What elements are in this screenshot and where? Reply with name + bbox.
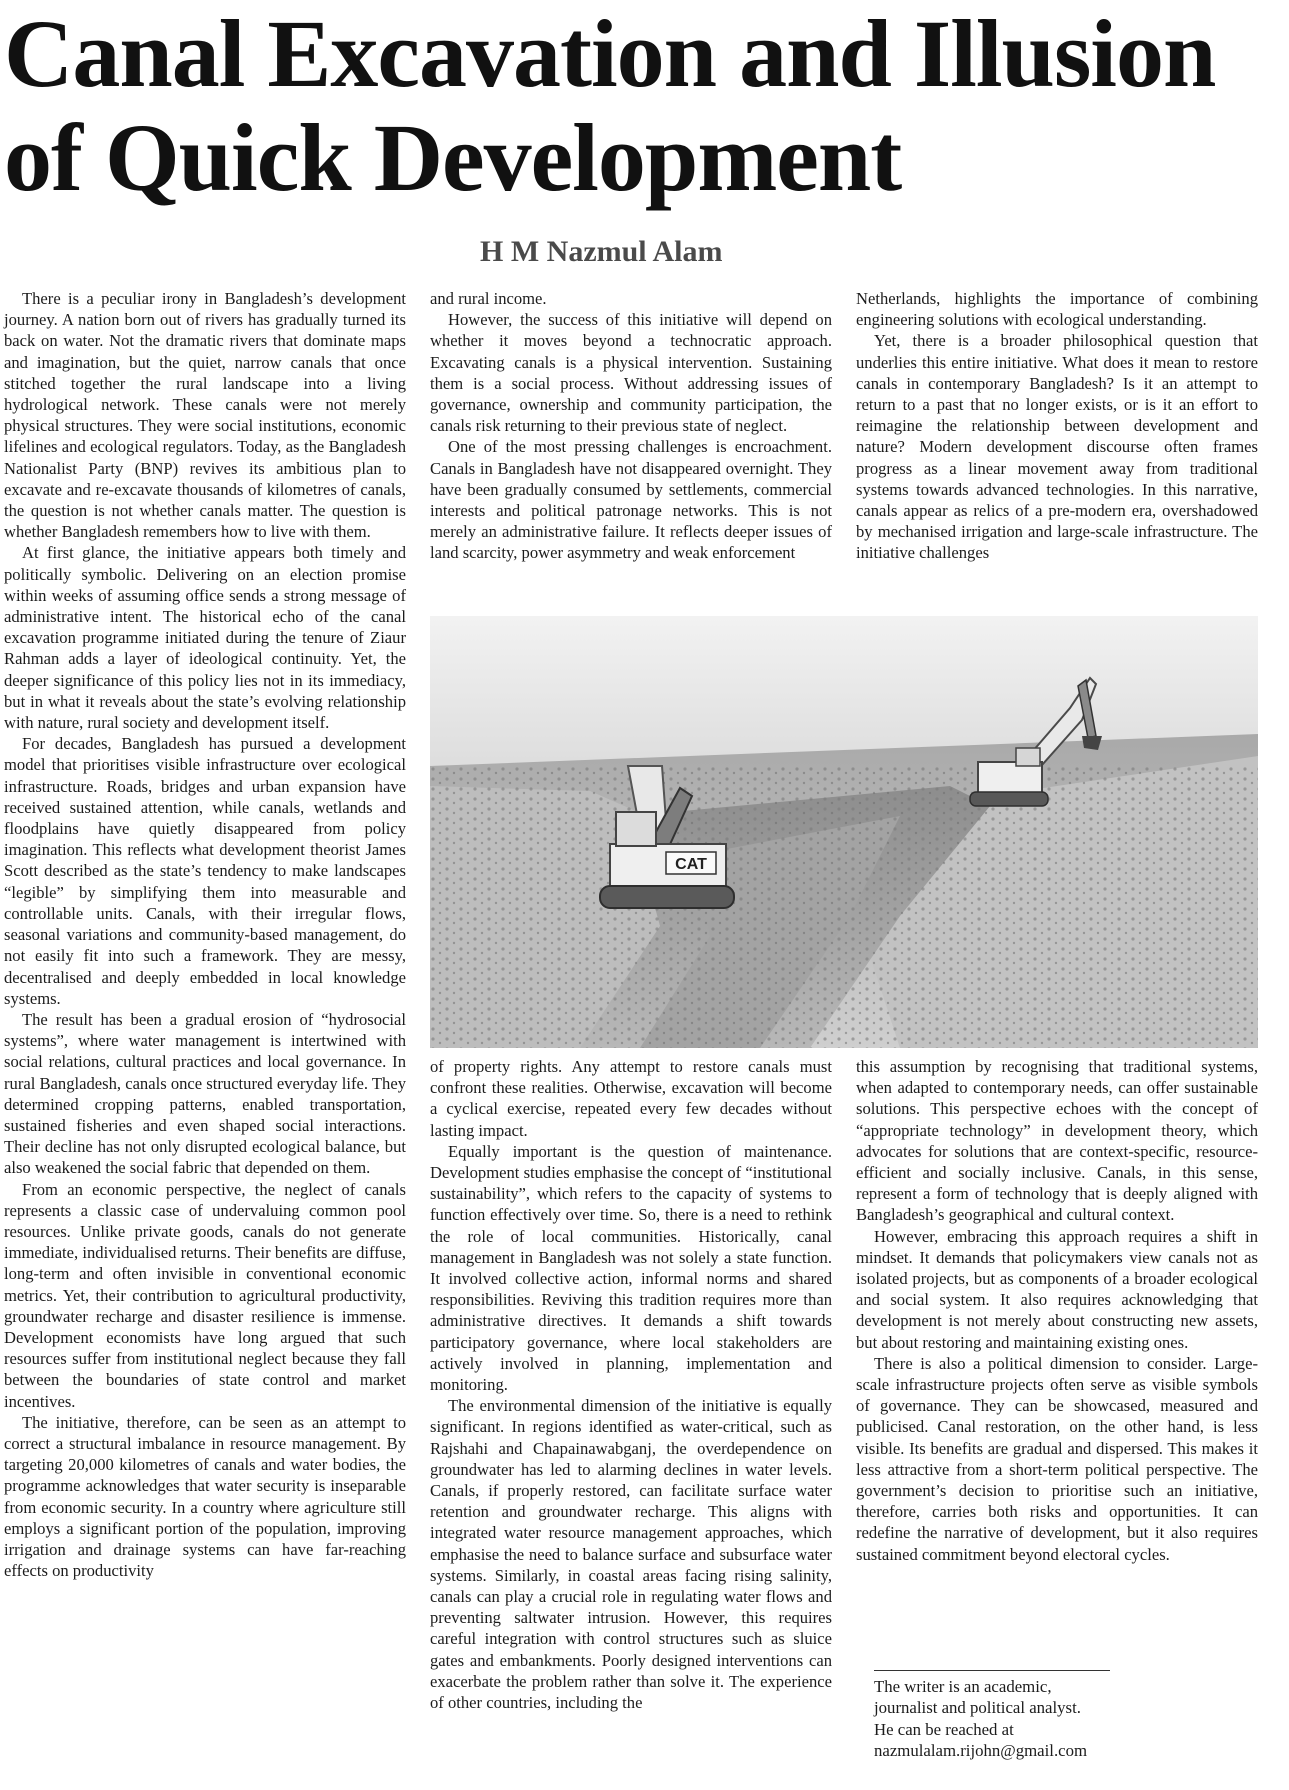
paragraph: The result has been a gradual erosion of “hydrosocial systems”, where water management is intertwined with social relations, cultural practices and local governance. In rural Bangladesh, canals once structured everyday life. They determined cropping patterns, enabled transportation, sustained fisheries and even shaped social interactions. Their decline has not only disrupted ecological balance, but also weakened the social fabric that depended on them. <box>4 1009 406 1178</box>
paragraph: From an economic perspective, the neglect of canals represents a classic case of undervaluing common pool resources. Unlike private goods, canals do not generate immediate, individualised returns. Their benefits are diffuse, long-term and often invisible in conventional economic metrics. Yet, their contribution to agricultural productivity, groundwater recharge and disaster resilience is immense. Development economists have long argued that such resources suffer from institutional neglect because they fall between the boundaries of state control and market incentives. <box>4 1179 406 1411</box>
excavator-near-tracks <box>600 886 734 908</box>
paragraph: Yet, there is a broader philosophical question that underlies this entire initiative. What does it mean to restore canals in contemporary Bangladesh? Is it an attempt to return to a past that no longer exists, or is it an effort to reimagine the relationship between development and nature? Modern development discourse often frames progress as a linear movement away from traditional systems towards advanced technologies. In this narrative, canals appear as relics of a pre-modern era, overshadowed by mechanised irrigation and large-scale infrastructure. The initiative challenges <box>856 331 1258 563</box>
paragraph: For decades, Bangladesh has pursued a development model that prioritises visible infrastructure over ecological infrastructure. Roads, bridges and urban expansion have received sustained attention, while canals, wetlands and floodplains have quietly disappeared from policy imagination. This reflects what development theorist James Scott described as the state’s tendency to make landscapes “legible” by simplifying them into measurable and controllable units. Canals, with their irregular flows, seasonal variations and community-based management, do not easily fit into such a framework. They are messy, decentralised and deeply embedded in local knowledge systems. <box>4 734 406 1008</box>
column-3-bottom <box>856 1056 1258 1656</box>
excavator-near-brand: CAT <box>675 856 707 873</box>
author-note-line: The writer is an academic, <box>874 1677 1052 1696</box>
author-byline: H M Nazmul Alam <box>480 235 723 268</box>
paragraph: of property rights. Any attempt to restore canals must confront these realities. Otherwise, excavation will become a cyclical exercise, repeated every few decades without lasting impact. <box>430 1057 832 1140</box>
column-1 <box>4 288 406 1782</box>
paragraph: The environmental dimension of the initiative is equally significant. In regions identified as water-critical, such as Rajshahi and Chapainawabganj, the overdependence on groundwater has led to alarming declines in water levels. Canals, if properly restored, can facilitate surface water retention and groundwater recharge. This aligns with integrated water resource management approaches, which emphasise the need to balance surface and subsurface water systems. Similarly, in coastal areas facing rising salinity, canals can play a crucial role in regulating water flows and preventing saltwater intrusion. However, this requires careful integration with control structures such as sluice gates and embankments. Poorly designed interventions can exacerbate the problem rather than solve it. The experience of other countries, including the <box>430 1396 832 1713</box>
paragraph: At first glance, the initiative appears both timely and politically symbolic. Delivering on an election promise within weeks of assuming office sends a strong message of administrative intent. The historical echo of the canal excavation programme initiated during the tenure of Ziaur Rahman adds a layer of ideological continuity. Yet, the deeper significance of this policy lies not in its immediacy, but in what it reveals about the state’s evolving relationship with nature, rural society and development itself. <box>4 543 406 733</box>
paragraph: Equally important is the question of maintenance. Development studies emphasise the concept of “institutional sustainability”, which refers to the capacity of systems to function effectively over time. So, there is a need to rethink the role of local communities. Historically, canal management in Bangladesh was not solely a state function. It involved collective action, informal norms and shared responsibilities. Reviving this tradition requires more than administrative directives. It demands a shift towards participatory governance, where local stakeholders are actively involved in planning, implementation and monitoring. <box>430 1141 832 1395</box>
excavator-near-cab <box>616 812 656 846</box>
excavator-far-body <box>978 762 1042 794</box>
column-3-top <box>856 288 1258 606</box>
paragraph: Netherlands, highlights the importance of combining engineering solutions with ecological understanding. <box>856 289 1258 330</box>
paragraph: However, embracing this approach requires a shift in mindset. It demands that policymakers view canals not as isolated projects, but as components of a broader ecological and social system. It also requires acknowledging that development is not merely about constructing new assets, but about restoring and maintaining existing ones. <box>856 1226 1258 1352</box>
excavator-far-cab <box>1016 748 1040 766</box>
paragraph: However, the success of this initiative will depend on whether it moves beyond a technocratic approach. Excavating canals is a physical intervention. Sustaining them is a social process. Without addressing issues of governance, ownership and community participation, the canals risk returning to their previous state of neglect. <box>430 310 832 436</box>
author-note-line: He can be reached at <box>874 1719 1014 1739</box>
paragraph: One of the most pressing challenges is encroachment. Canals in Bangladesh have not disappeared overnight. They have been gradually consumed by settlements, commercial interests and political patronage networks. This is not merely an administrative failure. It reflects deeper issues of land scarcity, power asymmetry and weak enforcement <box>430 437 832 563</box>
author-note <box>874 1676 1254 1762</box>
paragraph: this assumption by recognising that traditional systems, when adapted to contemporary needs, can offer sustainable solutions. This perspective echoes with the concept of “appropriate technology” in development theory, which advocates for solutions that are context-specific, resource-efficient and socially inclusive. Canals, in this sense, represent a form of technology that is deeply aligned with Bangladesh’s geographical and cultural context. <box>856 1057 1258 1225</box>
rubble-texture <box>430 766 1258 1048</box>
headline-line-1: Canal Excavation and Illusion <box>4 0 1216 107</box>
article-headline <box>4 2 1284 210</box>
excavator-far-tracks <box>970 792 1048 806</box>
excavation-photo <box>430 616 1258 1048</box>
headline-line-2: of Quick Development <box>4 104 902 211</box>
author-email: nazmulalam.rijohn@gmail.com <box>874 1741 1088 1761</box>
column-2-top <box>430 288 832 606</box>
paragraph: There is also a political dimension to consider. Large-scale infrastructure projects often serve as visible symbols of governance. They can be showcased, measured and publicised. Canal restoration, on the other hand, is less visible. Its benefits are gradual and dispersed. This makes it less attractive from a short-term political perspective. The government’s decision to prioritise such an initiative, therefore, carries both risks and opportunities. It can redefine the narrative of development, but it also requires sustained commitment beyond electoral cycles. <box>856 1353 1258 1564</box>
author-note-divider <box>874 1670 1110 1671</box>
column-2-bottom <box>430 1056 832 1782</box>
author-note-line: journalist and political analyst. <box>874 1698 1081 1718</box>
paragraph: and rural income. <box>430 289 547 308</box>
excavation-illustration <box>430 616 1258 1048</box>
paragraph: There is a peculiar irony in Bangladesh’s development journey. A nation born out of rivers has gradually turned its back on water. Not the dramatic rivers that dominate maps and imagination, but the quiet, narrow canals that once stitched together the rural landscape into a living hydrological network. These canals were not merely physical structures. They were social institutions, economic lifelines and ecological regulators. Today, as the Bangladesh Nationalist Party (BNP) revives its ambitious plan to excavate and re-excavate thousands of kilometres of canals, the question is not whether canals matter. The question is whether Bangladesh remembers how to live with them. <box>4 289 406 542</box>
paragraph: The initiative, therefore, can be seen as an attempt to correct a structural imbalance in resource management. By targeting 20,000 kilometres of canals and water bodies, the programme acknowledges that water security is inseparable from economic security. In a country where agriculture still employs a significant portion of the population, improving irrigation and drainage systems can have far-reaching effects on productivity <box>4 1412 406 1581</box>
